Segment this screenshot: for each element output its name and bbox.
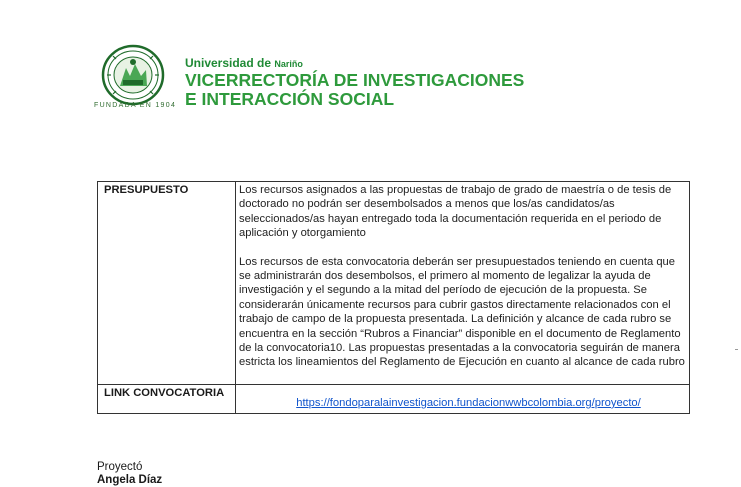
founded-text: FUNDADA EN 1904 xyxy=(94,102,177,109)
row-content-budget xyxy=(236,182,690,385)
university-seal-logo xyxy=(94,44,172,106)
prepared-by-label: Proyectó xyxy=(97,461,143,473)
author-name: Angela Díaz xyxy=(97,474,163,486)
margin-mark xyxy=(735,349,738,350)
row-label-link: LINK CONVOCATORIA xyxy=(98,384,236,413)
letterhead-titles xyxy=(185,57,524,109)
office-title-line2: E INTERACCIÓN SOCIAL xyxy=(185,89,395,109)
university-name: Universidad de Nariño xyxy=(185,56,303,70)
table-row-link xyxy=(98,384,690,413)
budget-paragraph-1: Los recursos asignados a las propuestas de trabajo de grado de maestría o de tesis de doctorado no podrán ser desembolsados a menos que los/as candidatos/as seleccionados/as hayan entregado toda la documentación requerida en el periodo de aplicación y otorgamiento xyxy=(239,184,672,240)
call-info-table xyxy=(97,181,690,414)
letterhead xyxy=(94,44,525,114)
call-link[interactable]: https://fondoparalainvestigacion.fundacionwwbcolombia.org/proyecto/ xyxy=(296,396,641,409)
office-title-line1: VICERRECTORÍA DE INVESTIGACIONES xyxy=(185,70,525,90)
table-row-budget xyxy=(98,182,690,385)
row-content-link xyxy=(236,384,690,413)
row-label-budget: PRESUPUESTO xyxy=(98,182,236,385)
budget-paragraph-2: Los recursos de esta convocatoria deberán ser presupuestados teniendo en cuenta que se administrarán dos desembolsos, el primero al momento de legalizar la ayuda de investigación y el segundo a la mitad del período de ejecución de la propuesta. Se considerarán únicamente recursos para cubrir gastos directamente relacionados con el trabajo de campo de la propuesta presentada. La definición y alcance de cada rubro se encuentra en la sección “Rubros a Financiar” disponible en el documento de Reglamento de la convocatoria10. Las propuestas presentadas a la convocatoria seguirán de manera estricta los lineamientos del Reglamento de Ejecución en cuanto al alcance de cada rubro xyxy=(239,255,685,369)
